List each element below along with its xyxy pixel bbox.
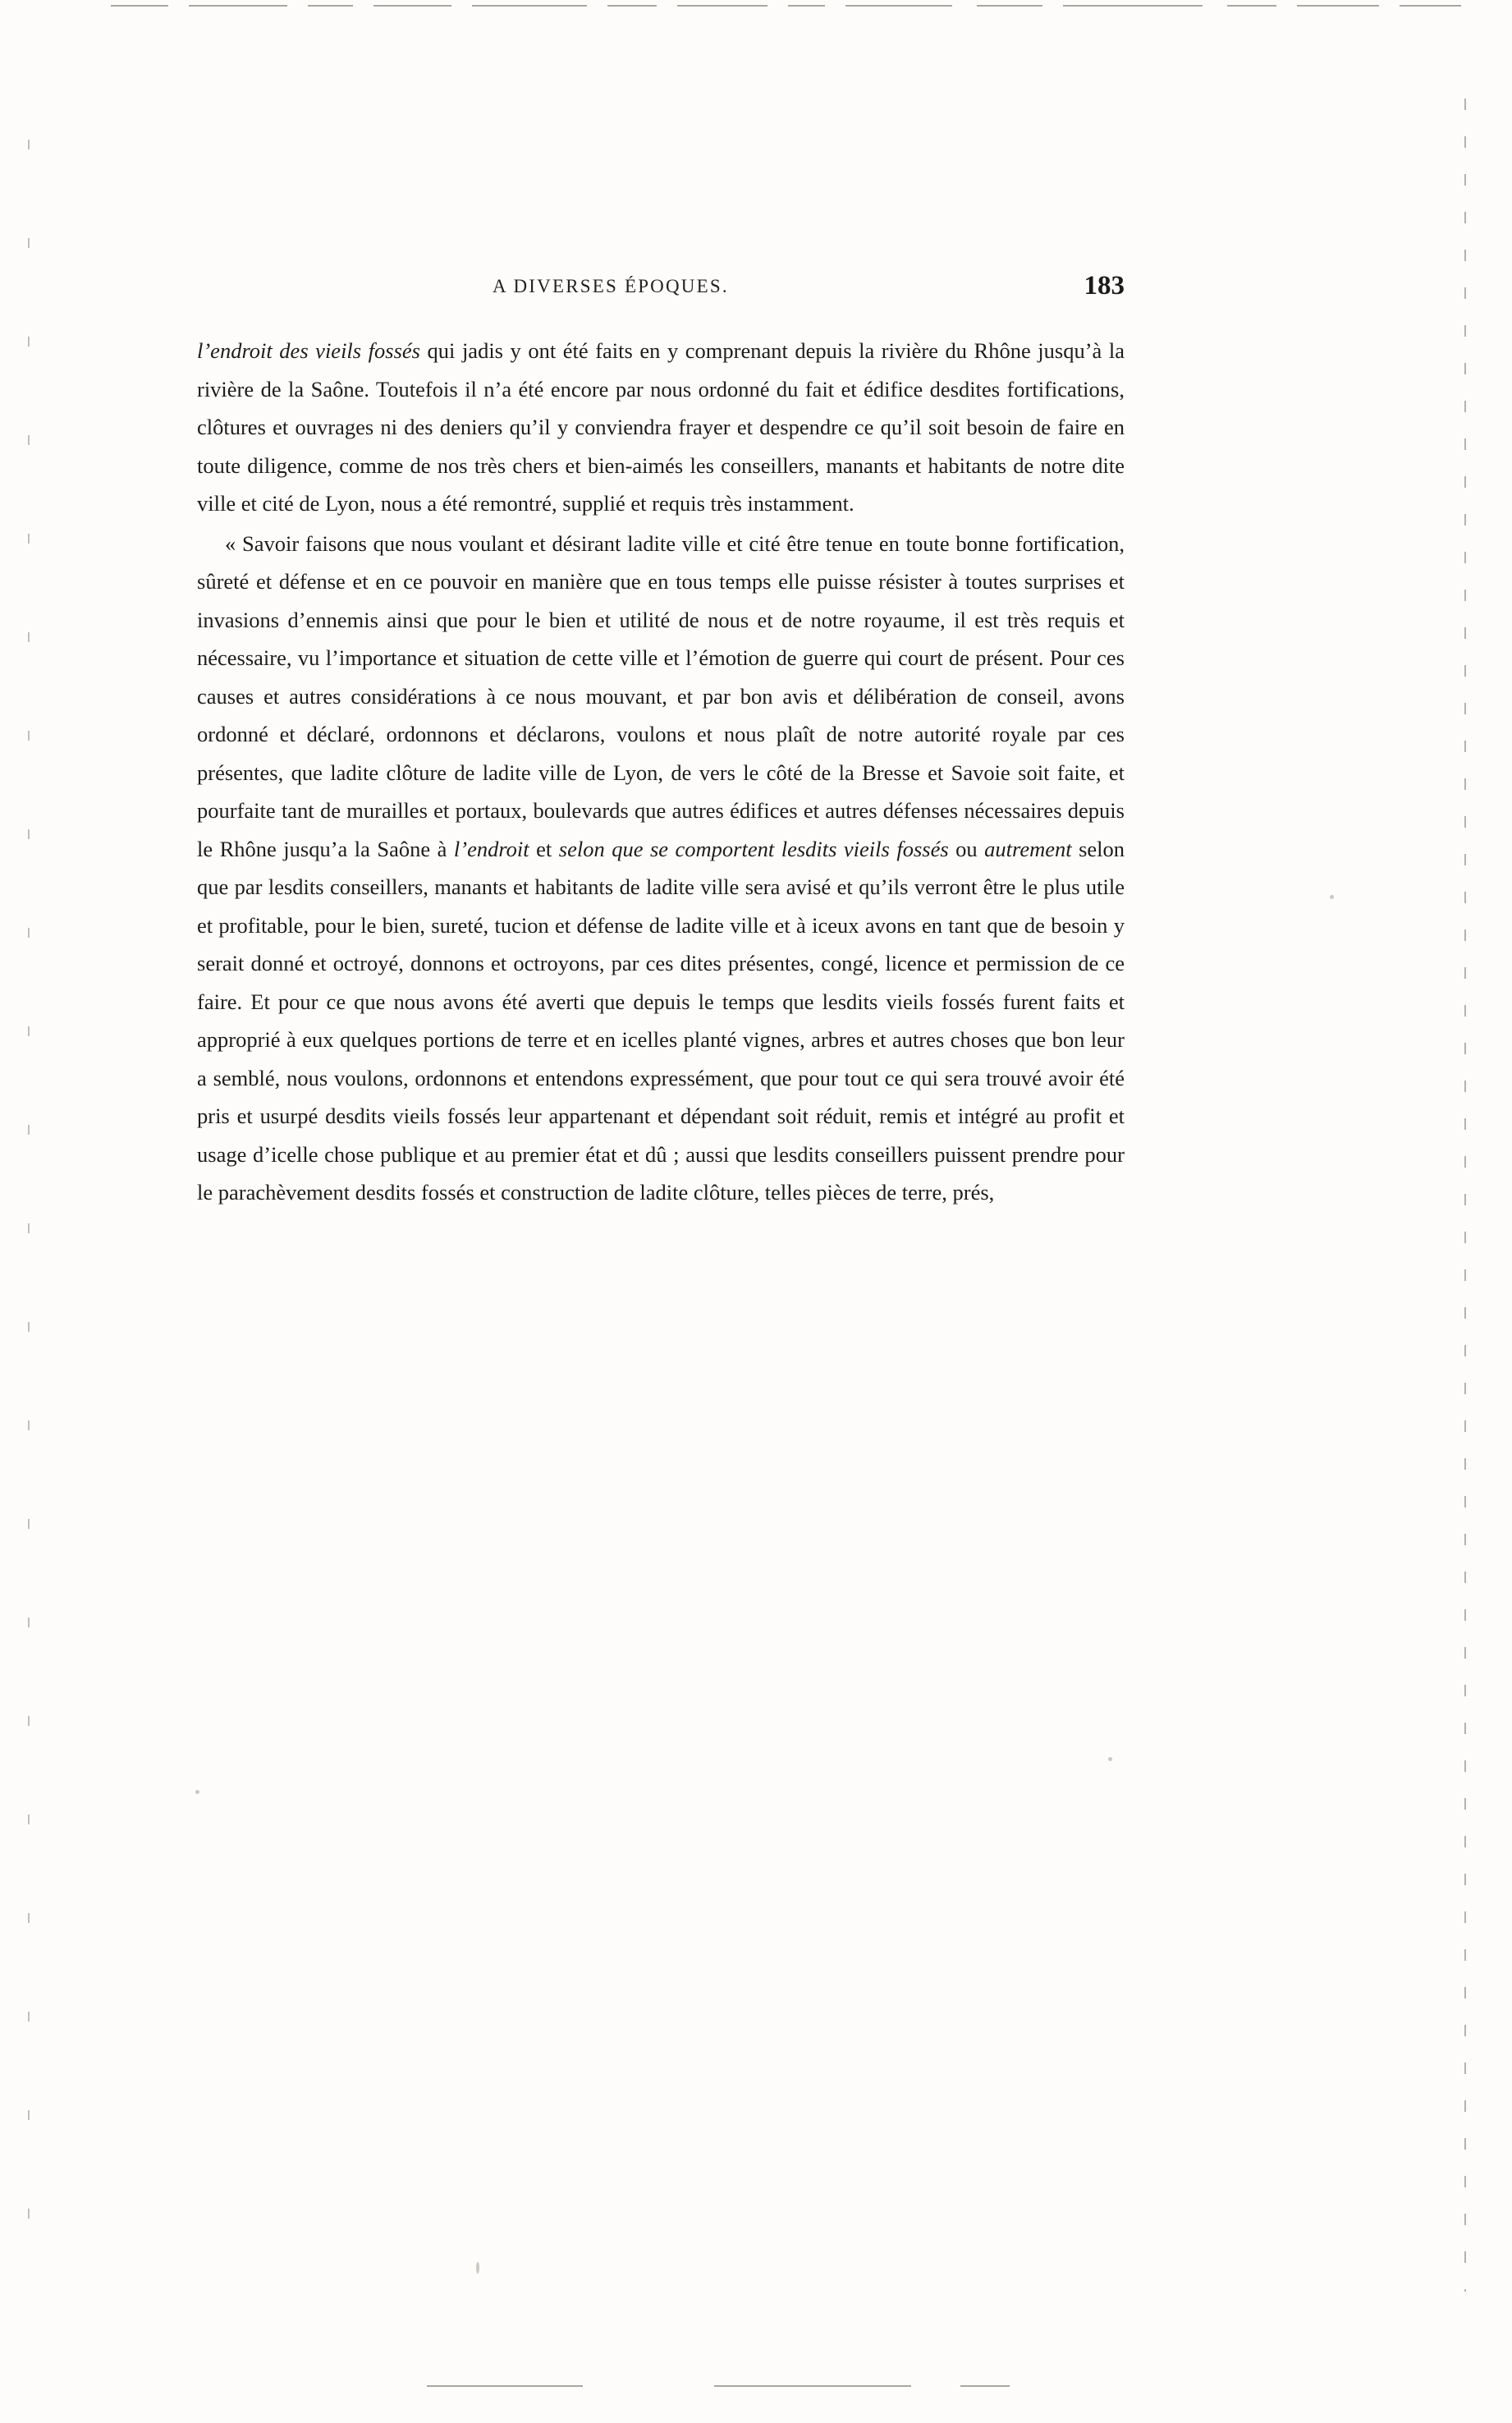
running-head xyxy=(197,271,1125,314)
text-run: qui jadis y ont été faits en y comprenant depuis la rivière du Rhône jusqu’à la rivière de la Saône. Toutefois il n’a été encore par nous ordonné du fait et édifice desdites fortifications, clôtures et ouvrages ni des deniers qu’il y conviendra frayer et despendre ce qu’il soit besoin de faire en toute diligence, comme de nos très chers et bien-aimés les conseillers, manants et habitants de notre dite ville et cité de Lyon, nous a été remontré, supplié et requis très instamment. xyxy=(197,338,1125,516)
body-text xyxy=(197,332,1125,1212)
page-number: 183 xyxy=(1084,271,1125,301)
page-text-block xyxy=(197,271,1125,1212)
top-edge-marks xyxy=(0,0,1512,3)
scan-speck xyxy=(1330,895,1334,899)
paragraph xyxy=(197,525,1125,1212)
emphasis-text: l’endroit xyxy=(453,836,529,861)
emphasis-text: l’endroit des vieils fossés xyxy=(197,338,428,363)
paragraph xyxy=(197,332,1125,523)
right-margin-rule xyxy=(1464,99,1466,2292)
emphasis-text: selon que se comportent lesdits vieils fossés xyxy=(558,836,949,861)
scan-speck xyxy=(195,1790,199,1794)
emphasis-text: autrement xyxy=(984,836,1072,861)
text-run: selon que par lesdits conseillers, manants et habitants de ladite ville sera avisé et qu’ils verront être le plus utile et profitable, pour le bien, sureté, tucion et défense de ladite ville et à iceux avons en tant que de besoin y serait donné et octroyé, donnons et octroyons, par ces dites présentes, congé, licence et permission de ce faire. Et pour ce que nous avons été averti que depuis le temps que lesdits vieils fossés furent faits et approprié à eux quelques portions de terre et en icelles planté vignes, arbres et autres choses que bon leur a semblé, nous voulons, ordonnons et entendons expressément, que pour tout ce qui sera trouvé avoir été pris et usurpé desdits vieils fossés leur appartenant et dépendant soit réduit, remis et intégré au profit et usage d’icelle chose publique et au premier état et dû ; aussi que lesdits conseillers puissent prendre pour le parachèvement desdits fossés et construction de ladite clôture, telles pièces de terre, prés, xyxy=(197,836,1125,1205)
scan-speck xyxy=(1108,1757,1112,1761)
scan-speck xyxy=(476,2262,479,2274)
text-run: « Savoir faisons que nous voulant et désirant ladite ville et cité être tenue en toute bonne fortification, sûreté et défense et en ce pouvoir en manière que en tous temps elle puisse résister à toutes surprises et invasions d’ennemis ainsi que pour le bien et utilité de nous et de notre royaume, il est très requis et nécessaire, vu l’importance et situation de cette ville et l’émotion de guerre qui court de présent. Pour ces causes et autres considérations à ce nous mouvant, et par bon avis et délibération de conseil, avons ordonné et déclaré, ordonnons et déclarons, voulons et nous plaît de notre autorité royale par ces présentes, que ladite clôture de ladite ville de Lyon, de vers le côté de la Bresse et Savoie soit faite, et pourfaite tant de murailles et portaux, boulevards que autres édifices et autres défenses nécessaires depuis le Rhône jusqu’a la Saône à xyxy=(197,530,1125,861)
text-run: ou xyxy=(948,836,985,861)
left-margin-rule xyxy=(28,140,30,2267)
running-head-title: A DIVERSES ÉPOQUES. xyxy=(493,276,729,296)
bottom-edge-marks xyxy=(0,2385,1512,2389)
text-run: et xyxy=(529,836,559,861)
